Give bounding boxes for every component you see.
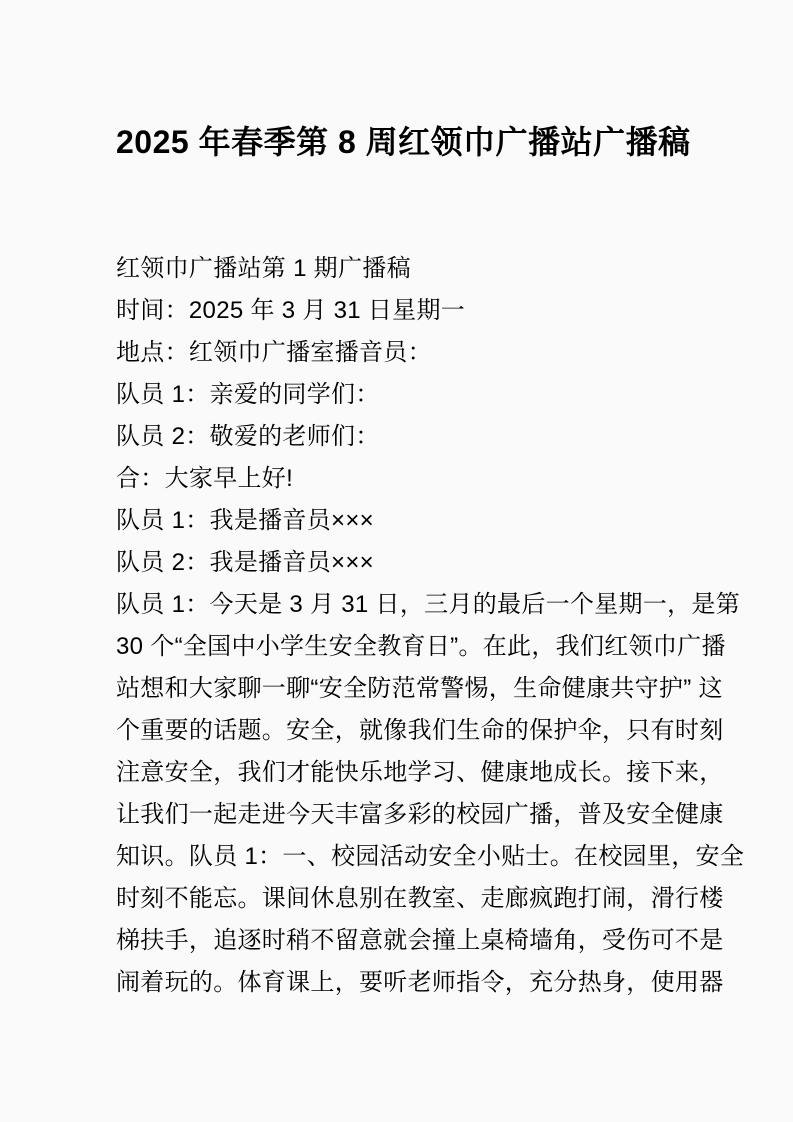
text-line: 地点：红领巾广播室播音员： bbox=[116, 339, 432, 366]
text-line: 让我们一起走进今天丰富多彩的校园广播，普及安全健康 bbox=[116, 801, 724, 828]
text-line: 闹着玩的。体育课上，要听老师指令，充分热身，使用器 bbox=[116, 969, 724, 996]
text-line: 30 个“全国中小学生安全教育日”。在此，我们红领巾广播 bbox=[116, 633, 726, 660]
text-line: 梯扶手，追逐时稍不留意就会撞上桌椅墙角，受伤可不是 bbox=[116, 927, 724, 954]
text-line: 个重要的话题。安全，就像我们生命的保护伞，只有时刻 bbox=[116, 717, 724, 744]
text-line: 队员 1：亲爱的同学们： bbox=[116, 381, 380, 408]
text-line: 站想和大家聊一聊“安全防范常警惕，生命健康共守护” 这 bbox=[116, 675, 723, 702]
document-body bbox=[116, 248, 745, 1004]
text-line: 队员 2：敬爱的老师们： bbox=[116, 423, 380, 450]
text-line: 红领巾广播站第 1 期广播稿 bbox=[116, 255, 411, 282]
text-line: 知识。队员 1：一、校园活动安全小贴士。在校园里，安全 bbox=[116, 843, 745, 870]
text-line: 队员 1：我是播音员××× bbox=[116, 507, 374, 534]
text-line: 队员 1：今天是 3 月 31 日，三月的最后一个星期一，是第 bbox=[116, 591, 741, 618]
text-line: 合：大家早上好! bbox=[116, 465, 294, 492]
text-line: 时刻不能忘。课间休息别在教室、走廊疯跑打闹，滑行楼 bbox=[116, 885, 724, 912]
document-title: 2025 年春季第 8 周红领巾广播站广播稿 bbox=[116, 124, 691, 160]
text-line: 时间：2025 年 3 月 31 日星期一 bbox=[116, 297, 466, 324]
text-line: 注意安全，我们才能快乐地学习、健康地成长。接下来， bbox=[116, 759, 724, 786]
text-line: 队员 2：我是播音员××× bbox=[116, 549, 374, 576]
